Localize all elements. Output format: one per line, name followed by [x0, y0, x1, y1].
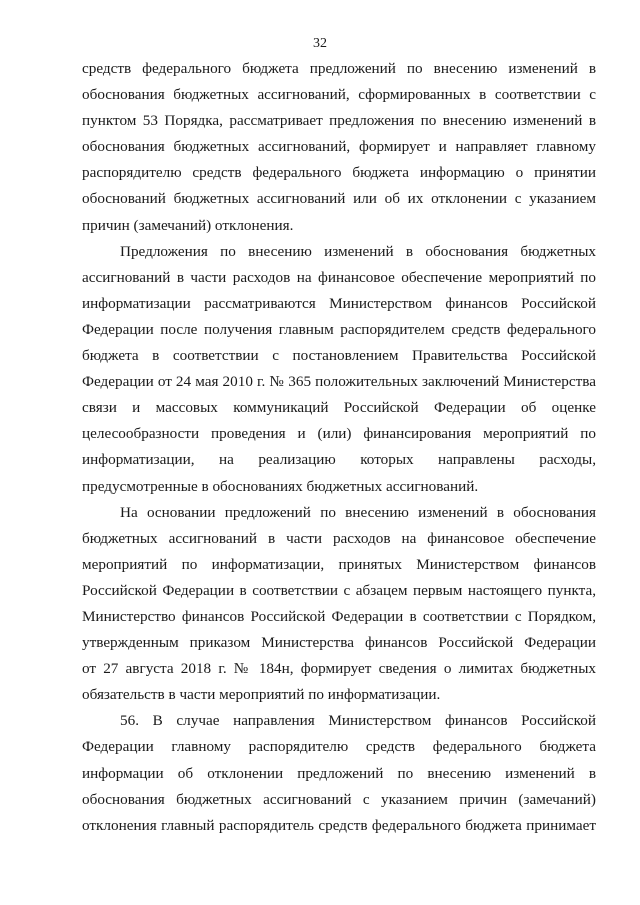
paragraph [82, 500, 596, 709]
text-line: распорядителю средств федерального бюджета информацию о принятии [82, 164, 596, 182]
text-line: 56. В случае направления Министерством финансов Российской [120, 712, 596, 730]
paragraph [82, 56, 596, 239]
text-line: Федерации главному распорядителю средств федерального бюджета [82, 738, 596, 756]
text-line: информации об отклонении предложений по внесению изменений в [82, 764, 596, 782]
text-line: Российской Федерации в соответствии с абзацем первым настоящего пункта, [82, 581, 596, 599]
text-line: обоснования бюджетных ассигнований с указанием причин (замечаний) [82, 790, 596, 808]
text-line: связи и массовых коммуникаций Российской Федерации об оценке [82, 399, 596, 417]
text-line: Федерации от 24 мая 2010 г. № 365 положительных заключений Министерства [82, 373, 596, 391]
text-line: отклонения главный распорядитель средств федерального бюджета принимает [82, 816, 596, 834]
text-line: На основании предложений по внесению изменений в обоснования [120, 503, 596, 521]
text-line: от 27 августа 2018 г. № 184н, формирует сведения о лимитах бюджетных [82, 660, 596, 678]
text-line: бюджета в соответствии с постановлением Правительства Российской [82, 347, 596, 365]
text-line: Министерство финансов Российской Федерации в соответствии с Порядком, [82, 607, 596, 625]
text-line: информатизации, на реализацию которых направлены расходы, [82, 451, 596, 469]
text-line: обоснования бюджетных ассигнований, формирует и направляет главному [82, 138, 596, 156]
text-line: Предложения по внесению изменений в обоснования бюджетных [120, 242, 596, 260]
page-number: 32 [313, 36, 327, 51]
text-line: информатизации рассматриваются Министерством финансов Российской [82, 294, 596, 312]
text-line: ассигнований в части расходов на финансовое обеспечение мероприятий по [82, 268, 596, 286]
text-line: обоснования бюджетных ассигнований, сформированных в соответствии с [82, 86, 596, 104]
text-line: целесообразности проведения и (или) финансирования мероприятий по [82, 425, 596, 443]
text-line: предусмотренные в обоснованиях бюджетных ассигнований. [82, 477, 479, 495]
text-line: бюджетных ассигнований в части расходов на финансовое обеспечение [82, 529, 596, 547]
text-line: пунктом 53 Порядка, рассматривает предложения по внесению изменений в [82, 112, 596, 130]
text-line: обоснований бюджетных ассигнований или об их отклонении с указанием [82, 190, 596, 208]
text-line: обязательств в части мероприятий по информатизации. [82, 686, 441, 704]
document-body [82, 56, 596, 839]
paragraph [82, 239, 596, 500]
text-line: средств федерального бюджета предложений по внесению изменений в [82, 60, 596, 77]
text-line: причин (замечаний) отклонения. [82, 216, 294, 234]
text-line: Федерации после получения главным распорядителем средств федерального [82, 320, 596, 338]
paragraph [82, 708, 596, 838]
text-line: утвержденным приказом Министерства финансов Российской Федерации [82, 634, 596, 652]
text-line: мероприятий по информатизации, принятых Министерством финансов [82, 555, 596, 573]
